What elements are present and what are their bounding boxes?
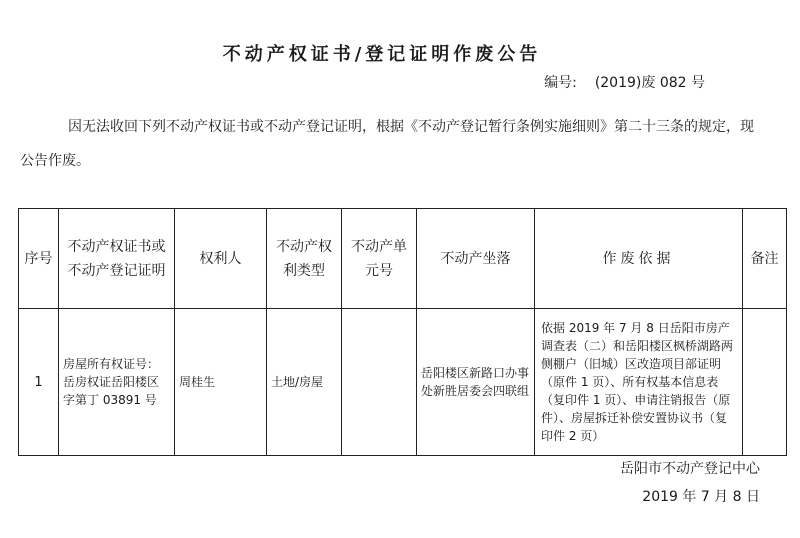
intro-paragraph: 因无法收回下列不动产权证书或不动产登记证明，根据《不动产登记暂行条例实施细则》第二十三条的规定，现公告作废。 [20, 119, 754, 169]
document-number-value: (2019)废 082 号 [594, 75, 705, 91]
table-header-row [19, 209, 787, 309]
cell-seq: 1 [19, 309, 59, 456]
header-seq: 序号 [19, 209, 59, 309]
header-basis: 作废依据 [535, 209, 743, 309]
cell-holder: 周桂生 [175, 309, 267, 456]
page-title: 不动产权证书/登记证明作废公告 [222, 44, 542, 65]
cell-remark [743, 309, 787, 456]
cell-basis: 依据 2019 年 7 月 8 日岳阳市房产调查表（二）和岳阳楼区枫桥湖路两侧棚户（旧城）区改造项目部证明（原件 1 页）、所有权基本信息表（复印件 1 页）、申请注销报告（原件）、房屋拆迁补偿安置协议书（复印件 2 页） [535, 309, 743, 456]
cell-right-type: 土地/房屋 [267, 309, 342, 456]
cell-unit-no [342, 309, 417, 456]
header-certificate: 不动产权证书或不动产登记证明 [59, 209, 175, 309]
document-number-label: 编号: [544, 75, 577, 91]
cell-certificate: 房屋所有权证号：岳房权证岳阳楼区字第丁 03891 号 [59, 309, 175, 456]
header-right-type: 不动产权利类型 [267, 209, 342, 309]
table-row [19, 309, 787, 456]
header-remark: 备注 [743, 209, 787, 309]
cell-location: 岳阳楼区新路口办事处新胜居委会四联组 [417, 309, 535, 456]
issuer: 岳阳市不动产登记中心 [620, 461, 760, 477]
header-unit-no: 不动产单元号 [342, 209, 417, 309]
header-holder: 权利人 [175, 209, 267, 309]
certificate-table [18, 208, 787, 456]
header-location: 不动产坐落 [417, 209, 535, 309]
issue-date: 2019 年 7 月 8 日 [642, 489, 760, 505]
document-number [544, 72, 705, 92]
